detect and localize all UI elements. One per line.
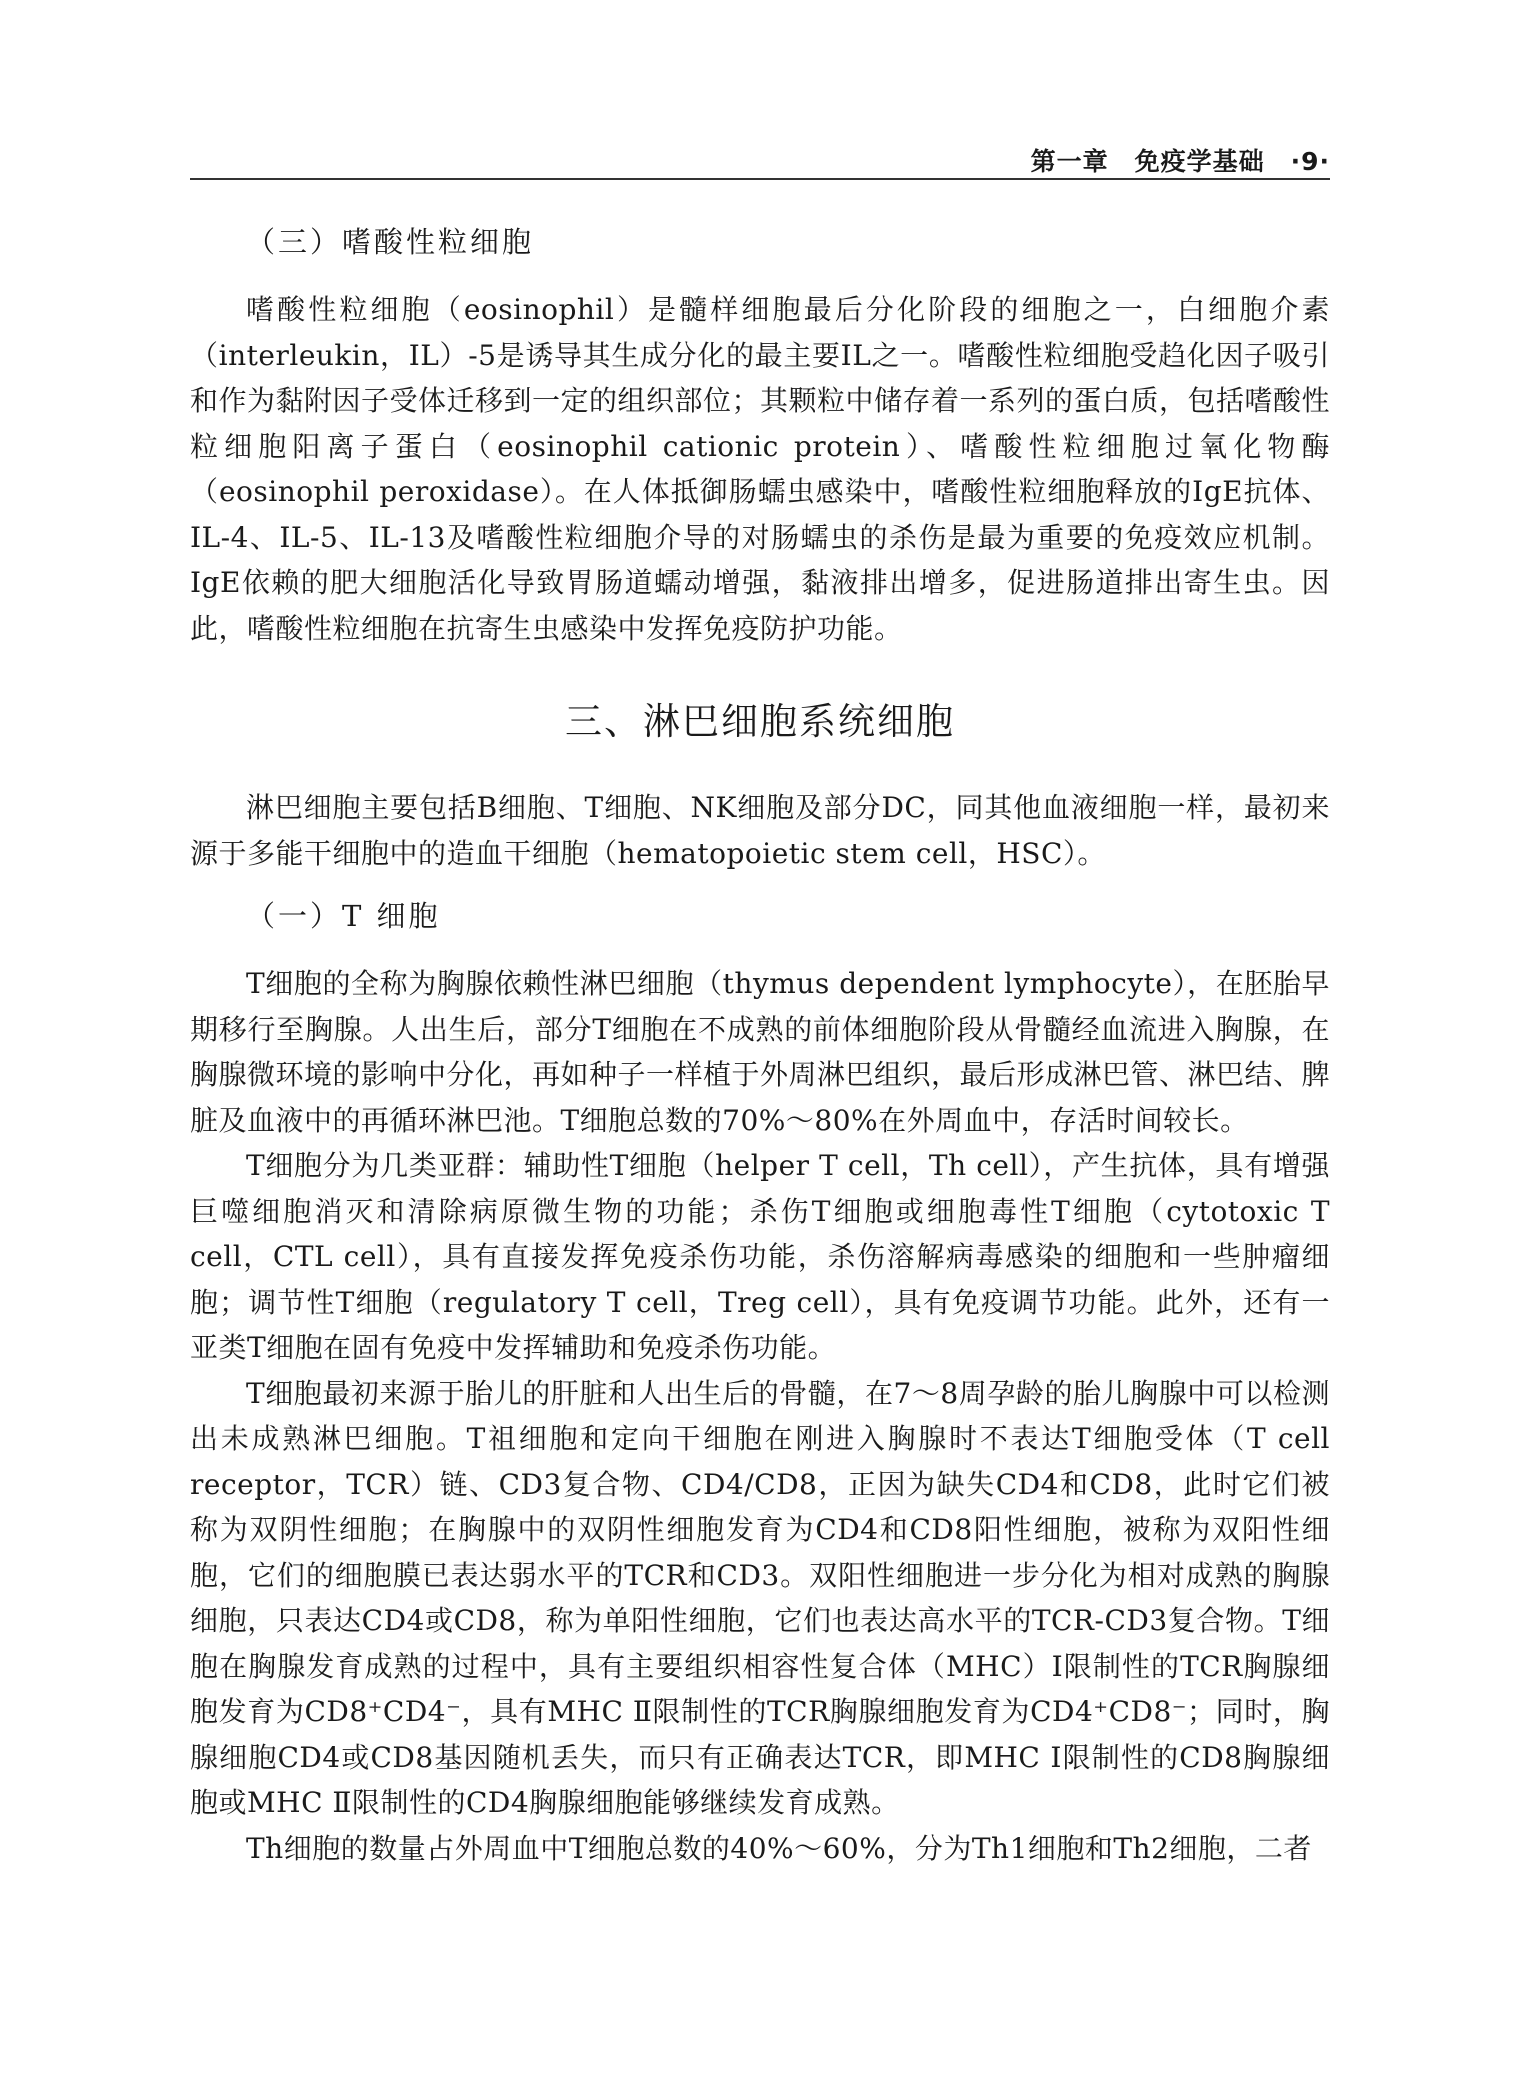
paragraph-tcell-2: T细胞分为几类亚群：辅助性T细胞（helper T cell，Th cell），产生抗体，具有增强巨噬细胞消灭和清除病原微生物的功能；杀伤T细胞或细胞毒性T细胞（cytotoxic T cell，CTL cell），具有直接发挥免疫杀伤功能，杀伤溶解病毒感染的细胞和一些肿瘤细胞；调节性T细胞（regulatory T cell，Treg cell），具有免疫调节功能。此外，还有一亚类T细胞在固有免疫中发挥辅助和免疫杀伤功能。	[190, 1149, 1330, 1364]
running-head	[1031, 142, 1330, 178]
paragraph-tcell-1: T细胞的全称为胸腺依赖性淋巴细胞（thymus dependent lymphocyte），在胚胎早期移行至胸腺。人出生后，部分T细胞在不成熟的前体细胞阶段从骨髓经血流进入胸腺，在胸腺微环境的影响中分化，再如种子一样植于外周淋巴组织，最后形成淋巴管、淋巴结、脾脏及血液中的再循环淋巴池。T细胞总数的70%～80%在外周血中，存活时间较长。	[190, 967, 1331, 1137]
subsection-heading-eosinophil: （三）嗜酸性粒细胞	[246, 225, 535, 259]
paragraph-eosinophil: 嗜酸性粒细胞（eosinophil）是髓样细胞最后分化阶段的细胞之一，白细胞介素（interleukin，IL）-5是诱导其生成分化的最主要IL之一。嗜酸性粒细胞受趋化因子吸引和作为黏附因子受体迁移到一定的组织部位；其颗粒中储存着一系列的蛋白质，包括嗜酸性粒细胞阳离子蛋白（eosinophil cationic protein）、嗜酸性粒细胞过氧化物酶（eosinophil peroxidase）。在人体抵御肠蠕虫感染中，嗜酸性粒细胞释放的IgE抗体、IL-4、IL-5、IL-13及嗜酸性粒细胞介导的对肠蠕虫的杀伤是最为重要的免疫效应机制。IgE依赖的肥大细胞活化导致胃肠道蠕动增强，黏液排出增多，促进肠道排出寄生虫。因此，嗜酸性粒细胞在抗寄生虫感染中发挥免疫防护功能。	[190, 293, 1331, 645]
section-title-lymphocyte: 三、淋巴细胞系统细胞	[565, 700, 955, 743]
chapter-title: 第一章 免疫学基础	[1030, 147, 1265, 176]
page-header	[190, 138, 1330, 180]
page-number: ·9·	[1290, 147, 1330, 176]
paragraph-lymphocyte-intro: 淋巴细胞主要包括B细胞、T细胞、NK细胞及部分DC，同其他血液细胞一样，最初来源于多能干细胞中的造血干细胞（hematopoietic stem cell，HSC）。	[190, 791, 1330, 870]
paragraph-tcell-3: T细胞最初来源于胎儿的肝脏和人出生后的骨髓，在7～8周孕龄的胎儿胸腺中可以检测出未成熟淋巴细胞。T祖细胞和定向干细胞在刚进入胸腺时不表达T细胞受体（T cell receptor，TCR）链、CD3复合物、CD4/CD8，正因为缺失CD4和CD8，此时它们被称为双阴性细胞；在胸腺中的双阴性细胞发育为CD4和CD8阳性细胞，被称为双阳性细胞，它们的细胞膜已表达弱水平的TCR和CD3。双阳性细胞进一步分化为相对成熟的胸腺细胞，只表达CD4或CD8，称为单阳性细胞，它们也表达高水平的TCR-CD3复合物。T细胞在胸腺发育成熟的过程中，具有主要组织相容性复合体（MHC）Ⅰ限制性的TCR胸腺细胞发育为CD8⁺CD4⁻，具有MHC Ⅱ限制性的TCR胸腺细胞发育为CD4⁺CD8⁻；同时，胸腺细胞CD4或CD8基因随机丢失，而只有正确表达TCR，即MHC Ⅰ限制性的CD8胸腺细胞或MHC Ⅱ限制性的CD4胸腺细胞能够继续发育成熟。	[190, 1376, 1330, 1819]
subsection-heading-tcell: （一）T 细胞	[246, 899, 441, 933]
page-body	[190, 220, 1330, 1871]
paragraph-tcell-4: Th细胞的数量占外周血中T细胞总数的40%～60%，分为Th1细胞和Th2细胞，二者	[246, 1831, 1312, 1865]
